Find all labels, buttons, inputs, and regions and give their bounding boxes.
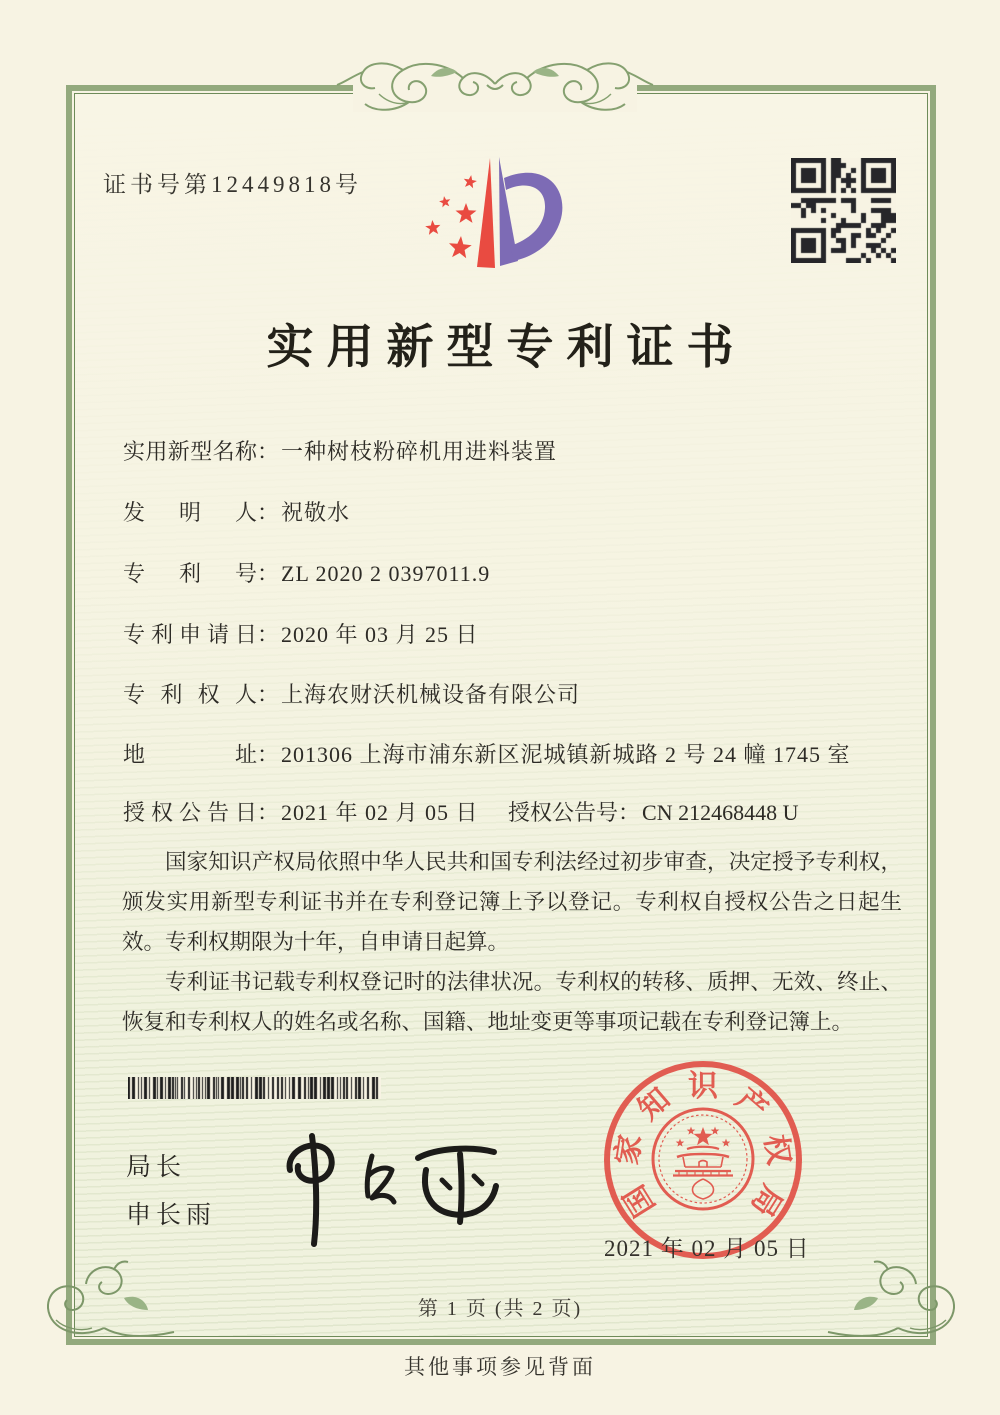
field-colon: ： bbox=[257, 800, 280, 825]
field-row bbox=[123, 678, 580, 709]
field-value: 一种树枝粉碎机用进料装置 bbox=[281, 439, 558, 464]
svg-text:知: 知 bbox=[632, 1082, 677, 1127]
field-value: 上海农财沃机械设备有限公司 bbox=[281, 682, 581, 707]
field-value: 祝敬水 bbox=[281, 500, 351, 525]
field-colon: ： bbox=[257, 561, 280, 586]
field-colon: ： bbox=[257, 622, 280, 647]
field-colon: ： bbox=[257, 439, 280, 464]
logo-stars bbox=[425, 175, 477, 258]
field-label: 实用新型名称 bbox=[123, 439, 257, 464]
page-indicator: 第 1 页 (共 2 页) bbox=[417, 1298, 583, 1320]
officer-name: 申长雨 bbox=[126, 1202, 217, 1229]
field-value: CN 212468448 U bbox=[642, 800, 799, 825]
qr-code bbox=[791, 158, 896, 263]
officer-block bbox=[126, 1144, 216, 1240]
legal-paragraph: 国家知识产权局依照中华人民共和国专利法经过初步审查，决定授予专利权，颁发实用新型专利证书并在专利登记簿上予以登记。专利权自授权公告之日起生效。专利权期限为十年，自申请日起算。 bbox=[122, 850, 902, 954]
back-side-note: 其他事项参见背面 bbox=[404, 1355, 596, 1379]
field-colon: ： bbox=[618, 800, 641, 825]
field-row bbox=[123, 557, 490, 588]
svg-text:权: 权 bbox=[758, 1132, 796, 1168]
certificate-number: 证书号第12449818号 bbox=[103, 172, 362, 197]
field-value: 2021 年 02 月 05 日 bbox=[281, 800, 479, 825]
field-label: 授权公告日 bbox=[123, 800, 257, 825]
cnipa-logo bbox=[400, 140, 620, 300]
field-colon: ： bbox=[257, 500, 280, 525]
field-row bbox=[123, 435, 557, 466]
field-row bbox=[123, 738, 851, 769]
field-colon: ： bbox=[257, 742, 280, 767]
barcode bbox=[128, 1077, 381, 1099]
certificate-title: 实用新型专利证书 bbox=[266, 322, 747, 374]
signature-handwriting bbox=[276, 1118, 516, 1248]
legal-paragraph: 专利证书记载专利权登记时的法律状况。专利权的转移、质押、无效、终止、恢复和专利权人的姓名或名称、国籍、地址变更等事项记载在专利登记簿上。 bbox=[122, 970, 902, 1034]
top-flourish-ornament bbox=[335, 54, 655, 118]
svg-text:识: 识 bbox=[688, 1069, 718, 1103]
svg-text:局: 局 bbox=[744, 1179, 789, 1223]
field-row bbox=[123, 796, 479, 827]
field-row-grant-number bbox=[508, 796, 798, 827]
officer-title: 局长 bbox=[126, 1154, 187, 1181]
svg-text:国: 国 bbox=[617, 1179, 662, 1223]
field-value: 2020 年 03 月 25 日 bbox=[281, 622, 479, 647]
field-row bbox=[123, 618, 479, 649]
field-label: 发明人 bbox=[123, 500, 257, 525]
seal-date: 2021 年 02 月 05 日 bbox=[604, 1236, 810, 1261]
field-value: 201306 上海市浦东新区泥城镇新城路 2 号 24 幢 1745 室 bbox=[281, 742, 851, 767]
field-value: ZL 2020 2 0397011.9 bbox=[281, 561, 491, 586]
legal-text-block bbox=[122, 842, 902, 1042]
svg-text:产: 产 bbox=[729, 1082, 774, 1127]
national-emblem bbox=[653, 1109, 753, 1209]
svg-text:家: 家 bbox=[610, 1132, 648, 1168]
field-label: 专利权人 bbox=[123, 682, 257, 707]
field-label: 专利号 bbox=[123, 561, 257, 586]
field-label: 授权公告号 bbox=[508, 800, 619, 825]
field-label: 专利申请日 bbox=[123, 622, 257, 647]
field-colon: ： bbox=[257, 682, 280, 707]
field-label: 地址 bbox=[123, 742, 257, 767]
field-row bbox=[123, 496, 350, 527]
